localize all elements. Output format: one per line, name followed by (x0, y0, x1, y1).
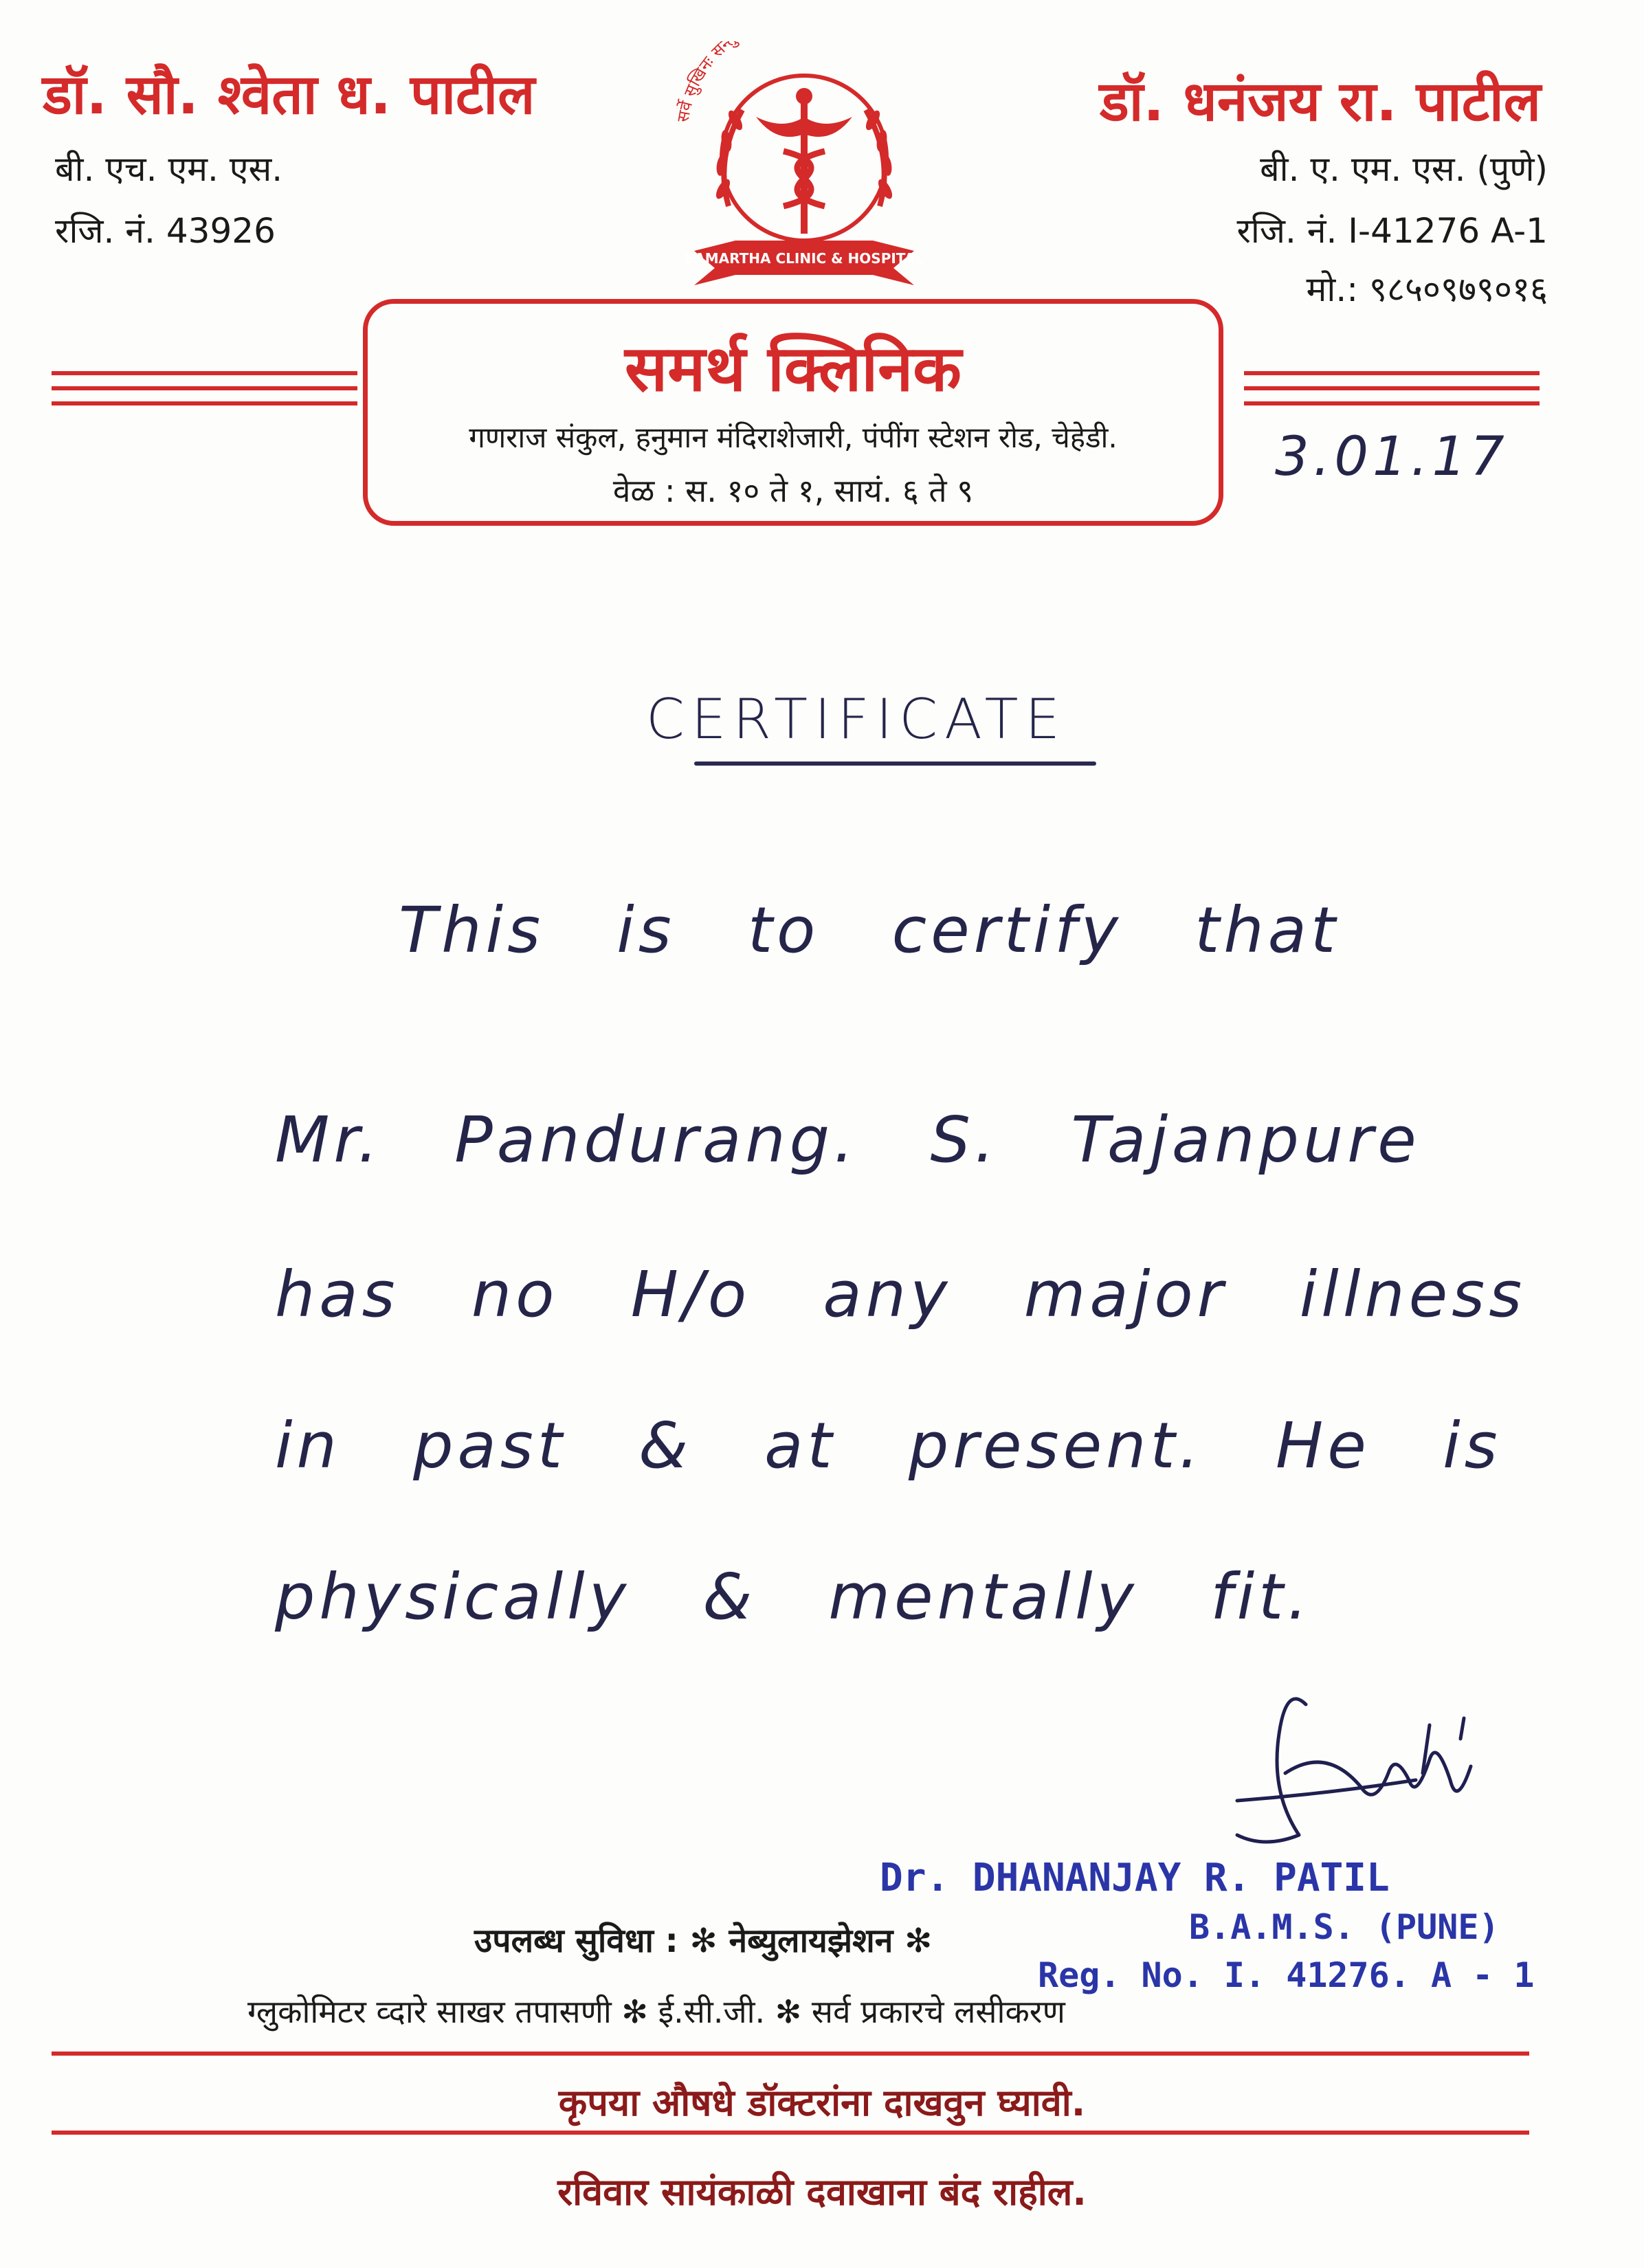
stamp-degree: B.A.M.S. (PUNE) (1189, 1907, 1500, 1947)
certificate-line-2: Mr. Pandurang. S. Tajanpure (275, 1103, 1421, 1177)
footer-divider-bottom (52, 2131, 1529, 2135)
clinic-logo (646, 41, 962, 302)
right-doctor-degree: बी. ए. एम. एस. (पुणे) (1260, 149, 1548, 189)
left-doctor-degree: बी. एच. एम. एस. (55, 149, 283, 189)
left-doctor-name: डॉ. सौ. श्वेता ध. पाटील (43, 63, 535, 126)
right-doctor-reg: रजि. नं. I-41276 A-1 (1236, 211, 1548, 251)
footer-line-2: रविवार सायंकाळी दवाखाना बंद राहील. (557, 2170, 1087, 2214)
right-doctor-mobile: मो.: ९८५०९७९०१६ (1306, 269, 1548, 309)
doctor-signature (1223, 1677, 1498, 1869)
left-doctor-reg: रजि. नं. 43926 (55, 211, 276, 251)
clinic-address: गणराज संकुल, हनुमान मंदिराशेजारी, पंपींग स्टेशन रोड, चेहेडी. (469, 421, 1118, 454)
stamp-reg: Reg. No. I. 41276. A - 1 (1038, 1955, 1535, 1995)
certificate-date: 3.01.17 (1275, 426, 1509, 488)
right-doctor-name: डॉ. धनंजय रा. पाटील (1099, 69, 1541, 133)
certificate-line-4: in past & at present. He is (275, 1409, 1502, 1482)
clinic-header-box (363, 299, 1223, 526)
facilities-line-2: ग्लुकोमिटर व्दारे साखर तपासणी ✻ ई.सी.जी. ✻ सर्व प्रकारचे लसीकरण (247, 1993, 1065, 2030)
footer-line-1: कृपया औषधे डॉक्टरांना दाखवुन घ्यावी. (558, 2081, 1086, 2124)
title-underline (694, 761, 1096, 766)
footer-divider-top (52, 2052, 1529, 2056)
logo-motto: सर्वे सुखिनः स (673, 41, 729, 124)
caduceus-icon (646, 41, 962, 302)
certificate-line-1: This is to certify that (399, 893, 1340, 967)
certificate-line-3: has no H/o any major illness (275, 1258, 1526, 1331)
stamp-name: Dr. DHANANJAY R. PATIL (880, 1856, 1390, 1900)
certificate-line-5: physically & mentally fit. (275, 1560, 1312, 1634)
clinic-name: समर्थ क्लिनिक (625, 332, 962, 405)
svg-text:सर्वे सुखिनः सन्तु सर्वे सन्तु (673, 41, 846, 124)
facilities-line-1: उपलब्ध सुविधा : ✻ नेब्युलायझेशन ✻ (474, 1922, 933, 1960)
certificate-title: CERTIFICATE (646, 687, 1067, 751)
logo-ribbon-text: SAMARTHA CLINIC & HOSPITAL (684, 250, 924, 267)
clinic-hours: वेळ : स. १० ते १, सायं. ६ ते ९ (612, 472, 974, 509)
